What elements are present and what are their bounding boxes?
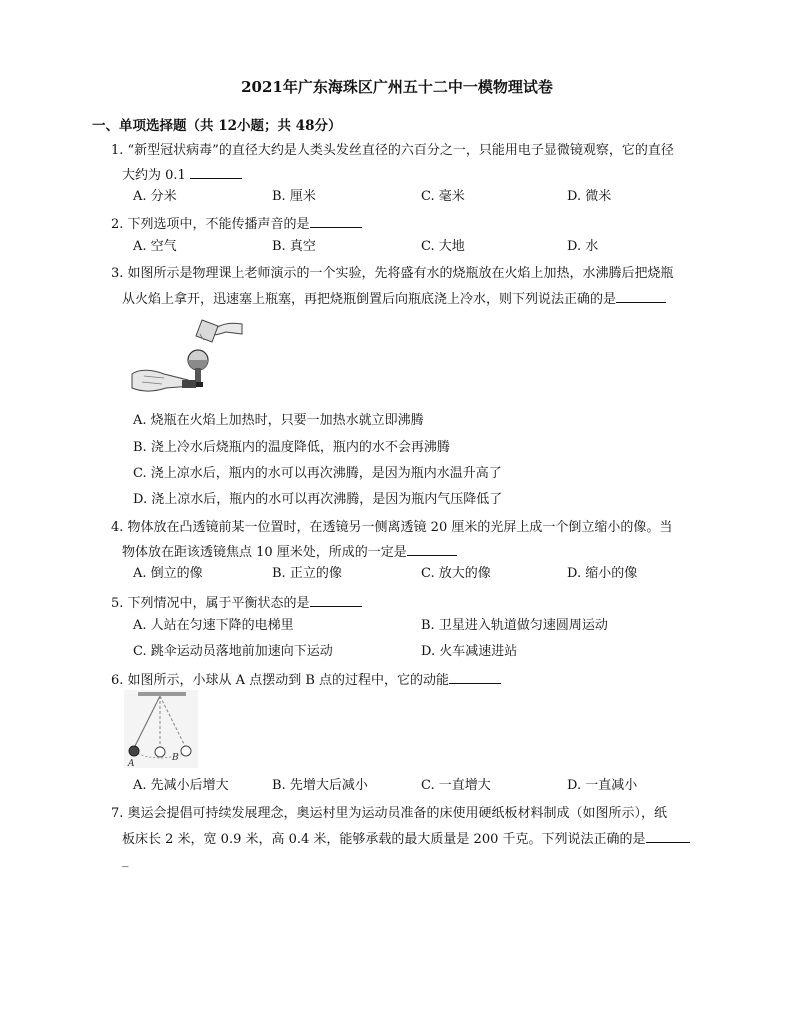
question-7-stem-line1: 7. 奥运会提倡可持续发展理念，奥运村里为运动员准备的床使用硬纸板材料制成（如图所示），纸 — [111, 806, 668, 821]
question-4-option-c: C. 放大的像 — [421, 566, 491, 581]
boiling-flask-figure — [130, 312, 246, 400]
question-4-stem-text: 物体放在距该透镜焦点 10 厘米处，所成的一定是 — [122, 545, 407, 560]
question-7-stem-line2 — [122, 830, 690, 848]
question-6-option-c: C. 一直增大 — [421, 778, 491, 793]
question-3-stem-line1: 3. 如图所示是物理课上老师演示的一个实验，先将盛有水的烧瓶放在火焰上加热，水沸腾后把烧瓶 — [111, 266, 674, 281]
question-6-option-a: A. 先减小后增大 — [133, 778, 229, 793]
question-3-stem-text: 从火焰上拿开，迅速塞上瓶塞，再把烧瓶倒置后向瓶底浇上冷水，则下列说法正确的是 — [122, 292, 617, 307]
answer-blank — [616, 290, 666, 303]
ball-at-b — [181, 746, 191, 756]
question-5-stem-text: 5. 下列情况中，属于平衡状态的是 — [111, 596, 310, 611]
answer-blank — [646, 830, 690, 843]
question-6-option-b: B. 先增大后减小 — [272, 778, 368, 793]
question-4-stem-line1: 4. 物体放在凸透镜前某一位置时，在透镜另一侧离透镜 20 厘米的光屏上成一个倒立缩小的像。当 — [111, 520, 673, 535]
question-3-stem-line2 — [122, 290, 666, 308]
question-1-stem-line1: 1. “新型冠状病毒”的直径大约是人类头发丝直径的六百分之一，只能用电子显微镜观察，它的直径 — [111, 143, 674, 158]
question-3-option-d: D. 浇上凉水后，瓶内的水可以再次沸腾，是因为瓶内气压降低了 — [133, 492, 503, 507]
question-6-stem-text: 6. 如图所示，小球从 A 点摆动到 B 点的过程中，它的动能 — [111, 673, 450, 688]
question-2-option-a: A. 空气 — [133, 239, 177, 254]
answer-blank — [190, 166, 242, 179]
question-2-option-c: C. 大地 — [421, 239, 465, 254]
question-2-option-d: D. 水 — [567, 239, 599, 254]
answer-blank — [407, 543, 457, 556]
question-4-option-a: A. 倒立的像 — [133, 566, 203, 581]
question-5-option-d: D. 火车减速进站 — [421, 644, 518, 659]
question-1-stem-text: 大约为 0.1 — [122, 168, 186, 183]
pendulum-figure — [124, 690, 198, 768]
exam-title: 2021年广东海珠区广州五十二中一模物理试卷 — [241, 78, 553, 96]
question-3-option-c: C. 浇上凉水后，瓶内的水可以再次沸腾，是因为瓶内水温升高了 — [133, 466, 502, 481]
question-6-stem — [111, 671, 501, 689]
answer-blank — [310, 594, 362, 607]
question-5-option-b: B. 卫星进入轨道做匀速圆周运动 — [421, 618, 608, 633]
question-3-option-a: A. 烧瓶在火焰上加热时，只要一加热水就立即沸腾 — [133, 413, 424, 428]
question-2-stem — [111, 215, 362, 233]
question-5-option-c: C. 跳伞运动员落地前加速向下运动 — [133, 644, 333, 659]
question-3-option-b: B. 浇上冷水后烧瓶内的温度降低，瓶内的水不会再沸腾 — [133, 440, 450, 455]
question-4-option-b: B. 正立的像 — [272, 566, 342, 581]
label-b: B — [172, 753, 179, 763]
question-2-option-b: B. 真空 — [272, 239, 316, 254]
ball-at-bottom — [155, 747, 165, 757]
question-4-stem-line2 — [122, 543, 457, 561]
question-6-option-d: D. 一直减小 — [567, 778, 638, 793]
question-1-option-a: A. 分米 — [133, 189, 177, 204]
question-2-stem-text: 2. 下列选项中，不能传播声音的是 — [111, 217, 310, 232]
question-4-option-d: D. 缩小的像 — [567, 566, 638, 581]
question-1-option-c: C. 毫米 — [421, 189, 465, 204]
answer-blank — [310, 215, 362, 228]
label-a: A — [128, 759, 135, 768]
question-5-option-a: A. 人站在匀速下降的电梯里 — [133, 618, 294, 633]
answer-blank — [449, 671, 501, 684]
question-1-option-d: D. 微米 — [567, 189, 612, 204]
section-heading: 一、单项选择题（共 12小题；共 48分） — [92, 118, 342, 134]
question-1-option-b: B. 厘米 — [272, 189, 316, 204]
question-7-stem-line3: _ — [122, 853, 129, 868]
ball-at-a — [129, 746, 139, 756]
question-5-stem — [111, 594, 362, 612]
question-7-stem-text: 板床长 2 米，宽 0.9 米，高 0.4 米，能够承载的最大质量是 200 千克。下列说法正确的是 — [122, 832, 646, 847]
question-1-stem-line2 — [122, 166, 242, 184]
